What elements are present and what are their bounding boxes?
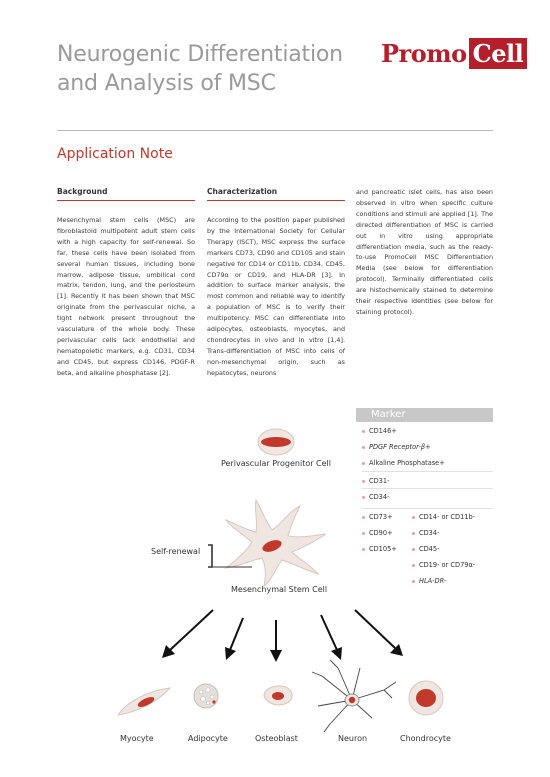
marker-item: CD34- [369,493,390,501]
characterization-text: According to the position paper published by the International Society for Cellular Therapy (ISCT), MSC express the surface markers CD73, CD90 and CD105 and stain negative for CD14 or CD11b, CD34, CD45, CD79α or CD19, and HLA-DR [3]. In addition to surface marker analysis, the most common and reliable way to identify a population of MSC is to verify their multipotency. MSC can differentiate into adipocytes, osteoblasts, myocytes, and chondrocytes in vivo and in vitro [1,4]. Trans-differentiation of MSC into cells of non-mesenchymal origin, such as hepatocytes, neurons [207,216,345,377]
perivascular-cell-illustration [258,429,294,455]
chondrocyte-label: Chondrocyte [400,734,451,743]
neuron-label: Neuron [338,734,368,743]
characterization-heading: Characterization [207,187,278,196]
osteoblast-label: Osteoblast [255,734,298,743]
self-renewal-label: Self-renewal [151,547,201,556]
self-renewal-bracket [208,545,212,567]
marker-item: HLA-DR- [419,577,447,585]
document-subtitle: Application Note [57,146,173,162]
logo-text-cell: Cell [469,38,528,69]
msc-label: Mesenchymal Stem Cell [231,585,328,594]
marker-item: CD34- [419,529,440,537]
differentiation-arrows [162,610,403,662]
logo-text-promo: Promo [381,39,467,68]
adipocyte-label: Adipocyte [188,734,228,743]
marker-item: PDGF Receptor-β+ [369,443,431,451]
osteoblast-illustration [264,686,292,705]
msc-cell-illustration [226,500,326,586]
myocyte-label: Myocyte [120,734,154,743]
marker-item: CD90+ [369,529,393,537]
continuation-text: and pancreatic islet cells, has also been observed in vitro when specific culture conditions and stimuli are applied [1]. The directed differentiation of MSC is carried out in vitro using appropriate differentiation media, such as the ready-to-use PromoCell MSC Differentiation Media (see below for differentiation protocol). Terminally differentiated cells are histochemically stained to determine their respective identities (see below for staining protocol). [356,188,493,316]
myocyte-illustration [118,688,170,715]
marker-item: CD146+ [369,427,397,435]
perivascular-label: Perivascular Progenitor Cell [221,459,332,468]
marker-item: CD14- or CD11b- [419,513,476,521]
marker-item: CD45- [419,545,440,553]
title-line-2: and Analysis of MSC [57,71,276,96]
marker-item: Alkaline Phosphatase+ [369,459,445,467]
background-text: Mesenchymal stem cells (MSC) are fibroblastoid multipotent adult stem cells with a high capacity for self-renewal. So far, these cells have been isolated from several human tissues, including bone marrow, adipose tissue, umbilical cord matrix, tendon, lung, and the periosteum [1]. Recently it has been shown that MSC originate from the perivascular niche, a tight network present throughout the vasculature of the whole body. These perivascular cells lack endothelial and hematopoietic markers, e.g. CD31, CD34 and CD45, but express CD146, PDGF-R beta, and alkaline phosphatase [2]. [57,216,195,377]
neuron-nucleus [349,697,355,703]
marker-item: CD31- [369,477,390,485]
marker-item: CD105+ [369,545,397,553]
marker-item: CD73+ [369,513,393,521]
adipocyte-illustration [194,684,218,708]
marker-title: Marker [356,408,493,422]
marker-item: CD19- or CD79α- [419,561,476,569]
chondrocyte-illustration [409,681,443,715]
title-line-1: Neurogenic Differentiation [57,42,343,67]
background-heading: Background [57,187,108,196]
